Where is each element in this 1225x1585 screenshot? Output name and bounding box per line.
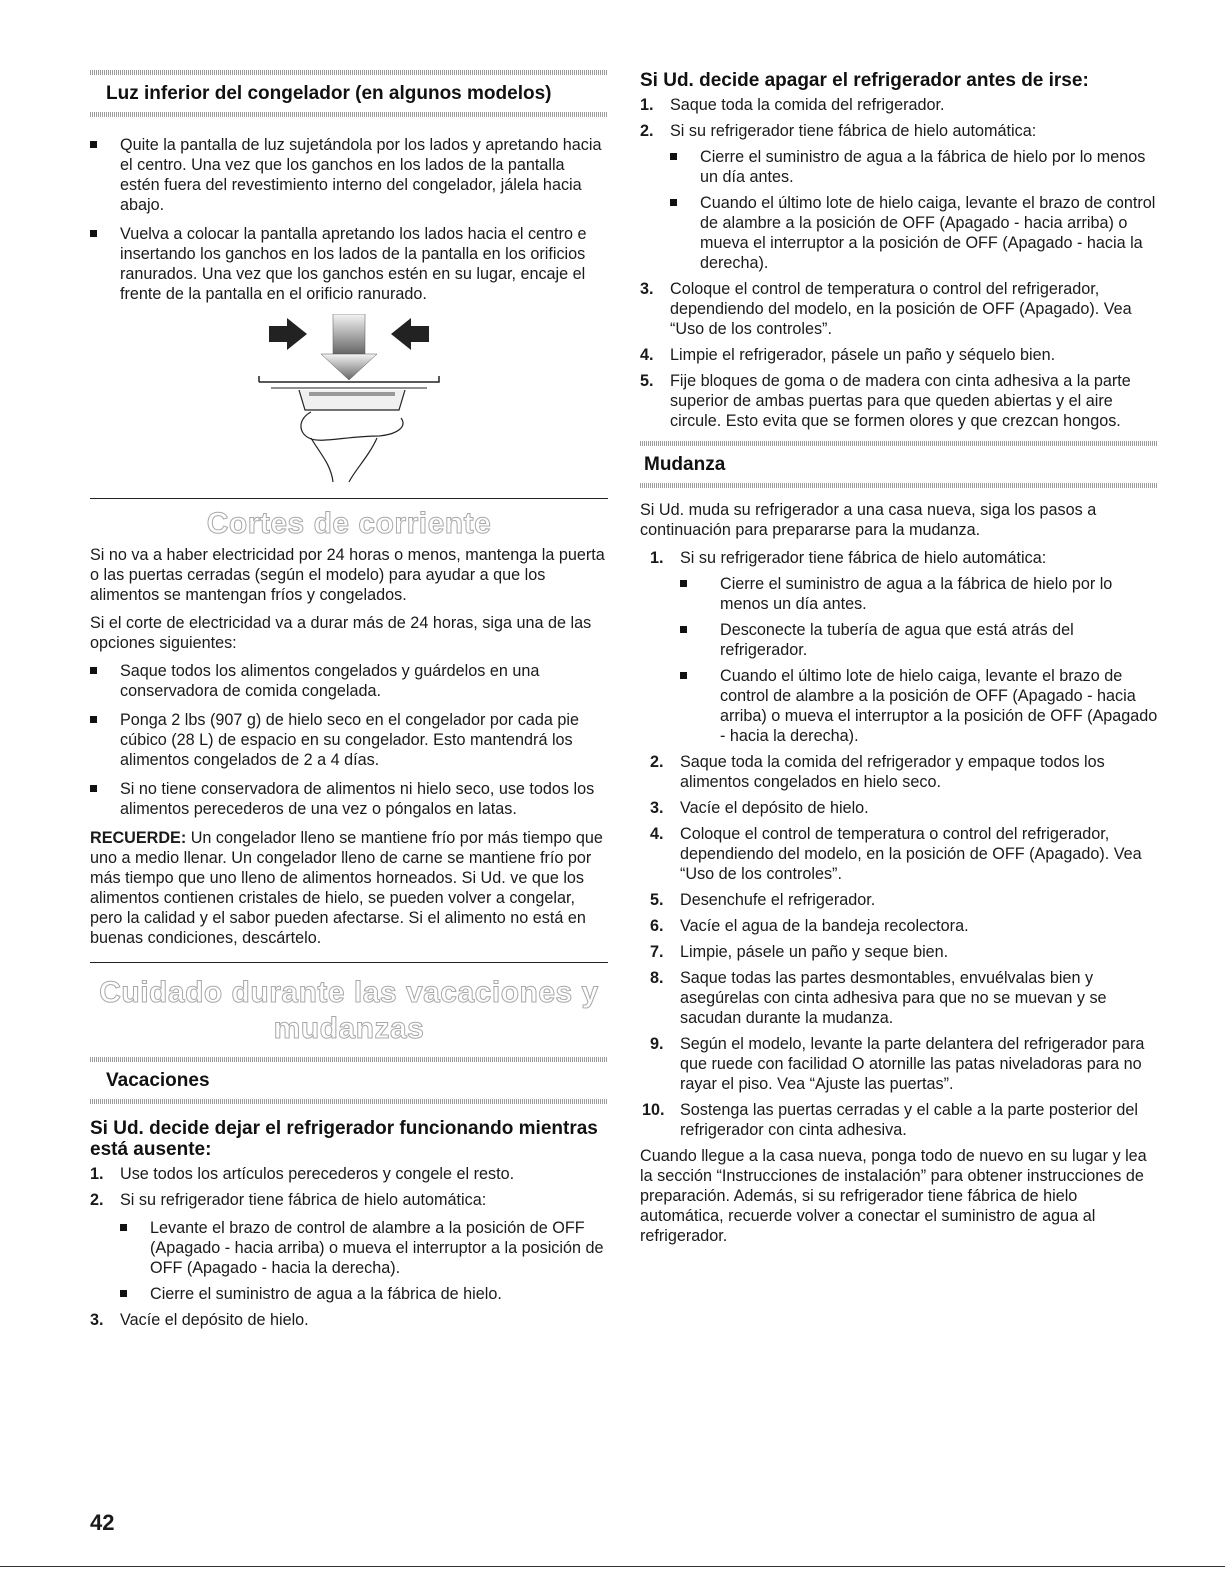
dotted-rule	[90, 1099, 608, 1104]
bullet-square-icon	[670, 199, 677, 206]
list-item: 3. Vacíe el depósito de hielo.	[650, 799, 869, 817]
list-item: 7. Limpie, pásele un paño y seque bien.	[650, 943, 949, 961]
dotted-rule	[90, 112, 608, 117]
bullet-square-icon	[90, 141, 97, 148]
arrow-left-icon	[391, 318, 429, 350]
list-item: 1. Si su refrigerador tiene fábrica de hielo automática: Cierre el suministro de agua a la fábrica de hielo por lo menos un día antes. Desconecte la tubería de agua que está atrás del refrigerador. Cuando el último lote de hielo caiga, levante el brazo de control de alambre a la posición de OFF (Apagado - hacia arriba) o mueva el interruptor a la posición de OFF (Apagado - hacia la derecha).	[650, 549, 1158, 745]
vacaciones-title: Vacaciones	[106, 1070, 210, 1091]
dotted-rule	[640, 483, 1158, 488]
list-item: 3. Coloque el control de temperatura o control del refrigerador, dependiendo del modelo, en la posición de OFF (Apagado). Vea “Uso de los controles”.	[640, 280, 1132, 338]
list-item: Vuelva a colocar la pantalla apretando los lados hacia el centro e insertando los ganchos en los lados de la pantalla en los orificios ranurados. Una vez que los ganchos estén en su lugar, encaje el frente de la pantalla en el orificio ranurado.	[90, 224, 608, 304]
bullet-square-icon	[120, 1224, 127, 1231]
list-item: Levante el brazo de control de alambre a la posición de OFF (Apagado - hacia arriba) o mueva el interruptor a la posición de OFF (Apagado - hacia la derecha).	[120, 1218, 608, 1278]
list-item: 5. Fije bloques de goma o de madera con cinta adhesiva a la parte superior de ambas puertas para que queden abiertas y el aire circule. Esto evita que se formen olores y que crezcan hongos.	[640, 372, 1131, 430]
dejar-step2-bullets	[120, 1218, 608, 1304]
light-shield-illustration	[249, 314, 449, 484]
list-item: 4. Coloque el control de temperatura o control del refrigerador, dependiendo del modelo, en la posición de OFF (Apagado). Vea “Uso de los controles”.	[650, 825, 1142, 883]
bullet-square-icon	[90, 230, 97, 237]
mudanza-closing: Cuando llegue a la casa nueva, ponga todo de nuevo en su lugar y lea la sección “Instrucciones de instalación” para obtener instrucciones de preparación. Además, si su refrigerador tiene fábrica de hielo automática, recuerde volver a conectar el suministro de agua al refrigerador.	[640, 1147, 1147, 1245]
list-item: 3. Vacíe el depósito de hielo.	[90, 1311, 309, 1329]
cortes-paragraph-1: Si no va a haber electricidad por 24 horas o menos, mantenga la puerta o las puertas cerradas (según el modelo) para ayudar a que los alimentos se mantengan fríos y congelados.	[90, 546, 605, 604]
bullet-square-icon	[90, 716, 97, 723]
vacaciones-section-header	[90, 1057, 608, 1104]
mudanza-title: Mudanza	[644, 454, 726, 475]
arrow-down-icon	[321, 314, 377, 380]
list-item: 4. Limpie el refrigerador, pásele un paño y séquelo bien.	[640, 346, 1056, 364]
cuidado-title: Cuidado durante las vacaciones y mudanzas	[99, 976, 599, 1045]
list-item: 2. Si su refrigerador tiene fábrica de hielo automática: Levante el brazo de control de alambre a la posición de OFF (Apagado - hacia arriba) o mueva el interruptor a la posición de OFF (Apagado - hacia la derecha). Cierre el suministro de agua a la fábrica de hielo.	[90, 1190, 608, 1304]
bullet-square-icon	[120, 1290, 127, 1297]
list-item: Ponga 2 lbs (907 g) de hielo seco en el congelador por cada pie cúbico (28 L) de espacio en su congelador. Esto mantendrá los alimentos congelados de 2 a 4 días.	[90, 710, 608, 770]
right-column	[640, 70, 1158, 1254]
bullet-square-icon	[680, 626, 687, 633]
luz-section-header	[90, 70, 608, 117]
list-item: Cierre el suministro de agua a la fábrica de hielo por lo menos un día antes.	[680, 574, 1158, 614]
luz-bullets	[90, 135, 608, 304]
apagar-steps	[640, 95, 1158, 431]
bullet-square-icon	[680, 580, 687, 587]
bullet-square-icon	[90, 785, 97, 792]
list-item: Cuando el último lote de hielo caiga, levante el brazo de control de alambre a la posición de OFF (Apagado - hacia arriba) o mueva el interruptor a la posición de OFF (Apagado - hacia la derecha).	[670, 193, 1158, 273]
bullet-square-icon	[670, 153, 677, 160]
bullet-square-icon	[680, 672, 687, 679]
cortes-bullets	[90, 661, 608, 819]
bottom-rule	[0, 1566, 1225, 1567]
dejar-heading: Si Ud. decide dejar el refrigerador funcionando mientras está ausente:	[90, 1118, 598, 1160]
list-item: Si no tiene conservadora de alimentos ni hielo seco, use todos los alimentos perecederos de una vez o póngalos en latas.	[90, 779, 608, 819]
section-divider	[90, 962, 608, 963]
mudanza-steps	[640, 548, 1158, 1140]
recuerde-paragraph: RECUERDE: Un congelador lleno se mantiene frío por más tiempo que uno a medio llenar. Un congelador lleno de carne se mantiene frío por más tiempo que uno lleno de alimentos horneados. Si Ud. ve que los alimentos contienen cristales de hielo, se pueden volver a congelar, pero la calidad y el sabor pueden afectarse. Si el alimento no está en buenas condiciones, descártelo.	[90, 829, 603, 947]
apagar-step2-bullets	[670, 147, 1158, 273]
mudanza-step1-bullets	[680, 574, 1158, 746]
apagar-heading: Si Ud. decide apagar el refrigerador antes de irse:	[640, 70, 1089, 91]
list-item: 1. Saque toda la comida del refrigerador.	[640, 96, 945, 114]
section-divider	[90, 498, 608, 499]
list-item: Cuando el último lote de hielo caiga, levante el brazo de control de alambre a la posición de OFF (Apagado - hacia arriba) o mueva el interruptor a la posición de OFF (Apagado - hacia la derecha).	[680, 666, 1158, 746]
list-item: Desconecte la tubería de agua que está atrás del refrigerador.	[680, 620, 1158, 660]
mudanza-section-header	[640, 441, 1158, 488]
arrow-right-icon	[269, 318, 307, 350]
cortes-paragraph-2: Si el corte de electricidad va a durar más de 24 horas, siga una de las opciones siguientes:	[90, 614, 592, 652]
list-item: Quite la pantalla de luz sujetándola por los lados y apretando hacia el centro. Una vez que los ganchos en los lados de la pantalla estén fuera del revestimiento interno del congelador, jálela hacia abajo.	[90, 135, 608, 215]
recuerde-label: RECUERDE:	[90, 829, 187, 847]
list-item: 2. Saque toda la comida del refrigerador y empaque todos los alimentos congelados en hielo seco.	[650, 753, 1105, 791]
list-item: 5. Desenchufe el refrigerador.	[650, 891, 876, 909]
list-item: 6. Vacíe el agua de la bandeja recolectora.	[650, 917, 969, 935]
luz-title: Luz inferior del congelador (en algunos modelos)	[106, 83, 552, 104]
left-column	[90, 70, 608, 1336]
dejar-steps	[90, 1164, 608, 1330]
bullet-square-icon	[90, 667, 97, 674]
list-item: 9. Según el modelo, levante la parte delantera del refrigerador para que ruede con facilidad O atornille las patas niveladoras para no rayar el piso. Vea “Ajuste las puertas”.	[650, 1035, 1145, 1093]
cortes-title: Cortes de corriente	[206, 507, 492, 540]
list-item: 1. Use todos los artículos perecederos y congele el resto.	[90, 1165, 515, 1183]
list-item: 10. Sostenga las puertas cerradas y el cable a la parte posterior del refrigerador con cinta adhesiva.	[642, 1101, 1139, 1139]
list-item: 8. Saque todas las partes desmontables, envuélvalas bien y asegúrelas con cinta adhesiva para que no se muevan y se sacudan durante la mudanza.	[650, 969, 1107, 1027]
list-item: Saque todos los alimentos congelados y guárdelos en una conservadora de comida congelada.	[90, 661, 608, 701]
list-item: Cierre el suministro de agua a la fábrica de hielo por lo menos un día antes.	[670, 147, 1158, 187]
list-item: Cierre el suministro de agua a la fábrica de hielo.	[120, 1284, 608, 1304]
page-number: 42	[90, 1510, 115, 1535]
mudanza-intro: Si Ud. muda su refrigerador a una casa nueva, siga los pasos a continuación para prepararse para la mudanza.	[640, 501, 1097, 539]
list-item: 2. Si su refrigerador tiene fábrica de hielo automática: Cierre el suministro de agua a la fábrica de hielo por lo menos un día antes. Cuando el último lote de hielo caiga, levante el brazo de control de alambre a la posición de OFF (Apagado - hacia arriba) o mueva el interruptor a la posición de OFF (Apagado - hacia la derecha).	[640, 121, 1158, 273]
